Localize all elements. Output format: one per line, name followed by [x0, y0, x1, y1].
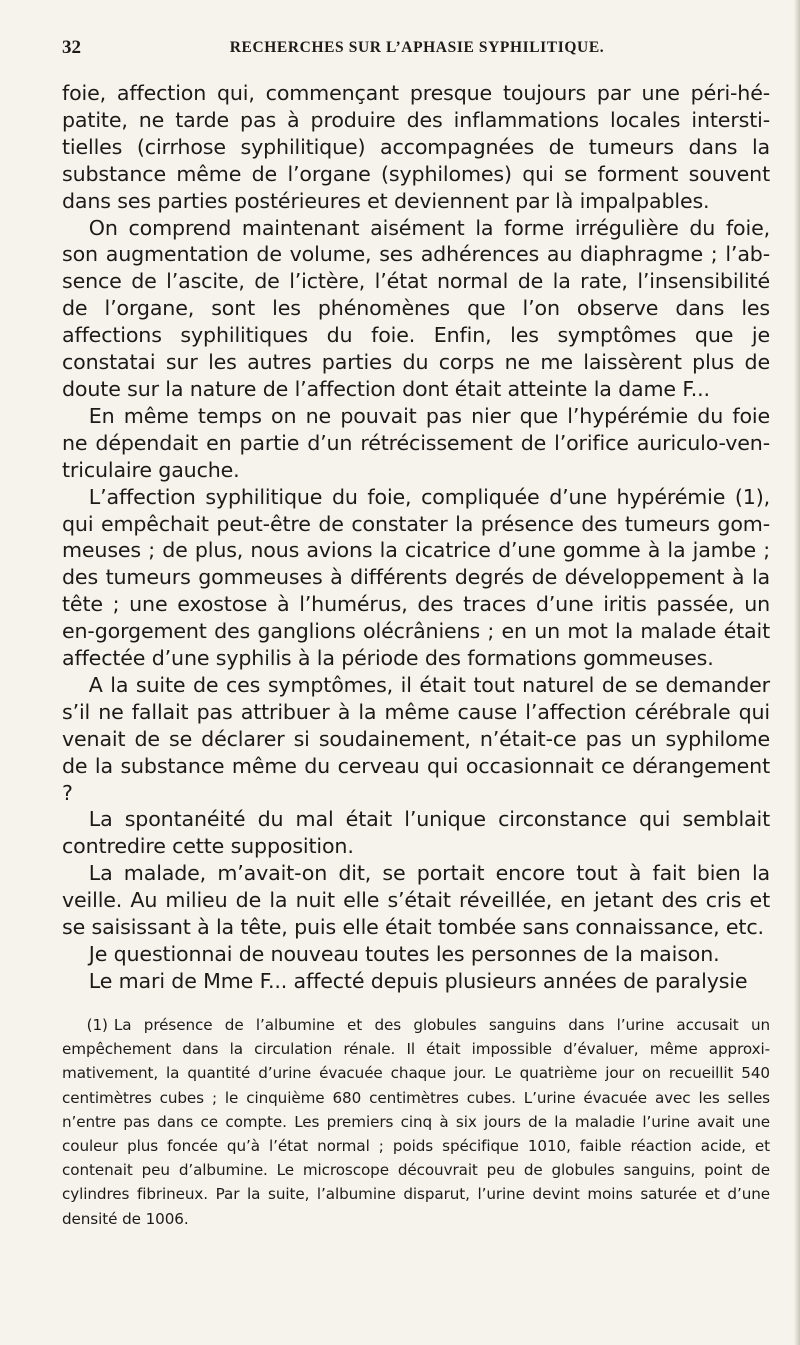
footnote-1 [62, 1013, 770, 1231]
paragraph-6: La spontanéité du mal était l’unique circonstance qui semblait contredire cette supposition. [62, 807, 770, 859]
paragraph-4: L’affection syphilitique du foie, compliquée d’une hypérémie (1), qui empêchait peut-être de constater la présence des tumeurs gom-meuses ; de plus, nous avions la cicatrice d’une gomme à la jambe ; des tumeurs gommeuses à différents degrés de développement à la tête ; une exostose à l’humérus, des traces d’une iritis passée, un en-gorgement des ganglions olécrâniens ; en un mot la malade était affectée d’une syphilis à la période des formations gommeuses. [62, 484, 770, 671]
running-title: RECHERCHES SUR L’APHASIE SYPHILITIQUE. [229, 39, 605, 56]
page-edge [794, 0, 800, 1345]
main-text [62, 80, 770, 995]
paragraph-3: En même temps on ne pouvait pas nier que l’hypérémie du foie ne dépendait en partie d’un rétrécissement de l’orifice auriculo-ven-triculaire gauche. [62, 403, 770, 482]
footnote-text: La présence de l’albumine et des globules sanguins dans l’urine accusait un empêchement dans la circulation rénale. Il était impossible d’évaluer, même approxi-mativement, la quantité d’urine évacuée chaque jour. Le quatrième jour on recueillit 540 centimètres cubes ; le cinquième 680 centimètres cubes. L’urine évacuée avec les selles n’entre pas dans ce compte. Les premiers cinq à six jours de la maladie l’urine avait une couleur plus foncée qu’à l’état normal ; poids spécifique 1010, faible réaction acide, et contenait peu d’albumine. Le microscope découvrait peu de globules sanguins, point de cylindres fibrineux. Par la suite, l’albumine disparut, l’urine devint moins saturée et d’une densité de 1006. [62, 1016, 770, 1228]
paragraph-9: Le mari de Mme F... affecté depuis plusieurs années de paralysie [88, 968, 748, 993]
paragraph-1: foie, affection qui, commençant presque toujours par une péri-hé-patite, ne tarde pas à produire des inflammations locales intersti-tielles (cirrhose syphilitique) accompagnées de tumeurs dans la substance même de l’organe (syphilomes) qui se forment souvent dans ses parties postérieures et deviennent par là impalpables. [62, 81, 770, 213]
page-header [62, 35, 772, 63]
paragraph-7: La malade, m’avait-on dit, se portait encore tout à fait bien la veille. Au milieu de la nuit elle s’était réveillée, en jetant des cris et se saisissant à la tête, puis elle était tombée sans connaissance, etc. [62, 861, 770, 940]
paragraph-5: A la suite de ces symptômes, il était tout naturel de se demander s’il ne fallait pas attribuer à la même cause l’affection cérébrale qui venait de se déclarer si soudainement, n’était-ce pas un syphilome de la substance même du cerveau qui occasionnait ce dérangement ? [62, 672, 770, 805]
paragraph-8: Je questionnai de nouveau toutes les personnes de la maison. [88, 942, 720, 966]
paragraph-2: On comprend maintenant aisément la forme irrégulière du foie, son augmentation de volume, ses adhérences au diaphragme ; l’ab-sence de l’ascite, de l’ictère, l’état normal de la rate, l’insensibilité de l’organe, sont les phénomènes que l’on observe dans les affections syphilitiques du foie. Enfin, les symptômes que je constatai sur les autres parties du corps ne me laissèrent plus de doute sur la nature de l’affection dont était atteinte la dame F... [62, 215, 770, 401]
footnote-mark: (1) [86, 1016, 108, 1034]
page-number: 32 [62, 37, 81, 58]
footnotes [62, 1013, 770, 1231]
